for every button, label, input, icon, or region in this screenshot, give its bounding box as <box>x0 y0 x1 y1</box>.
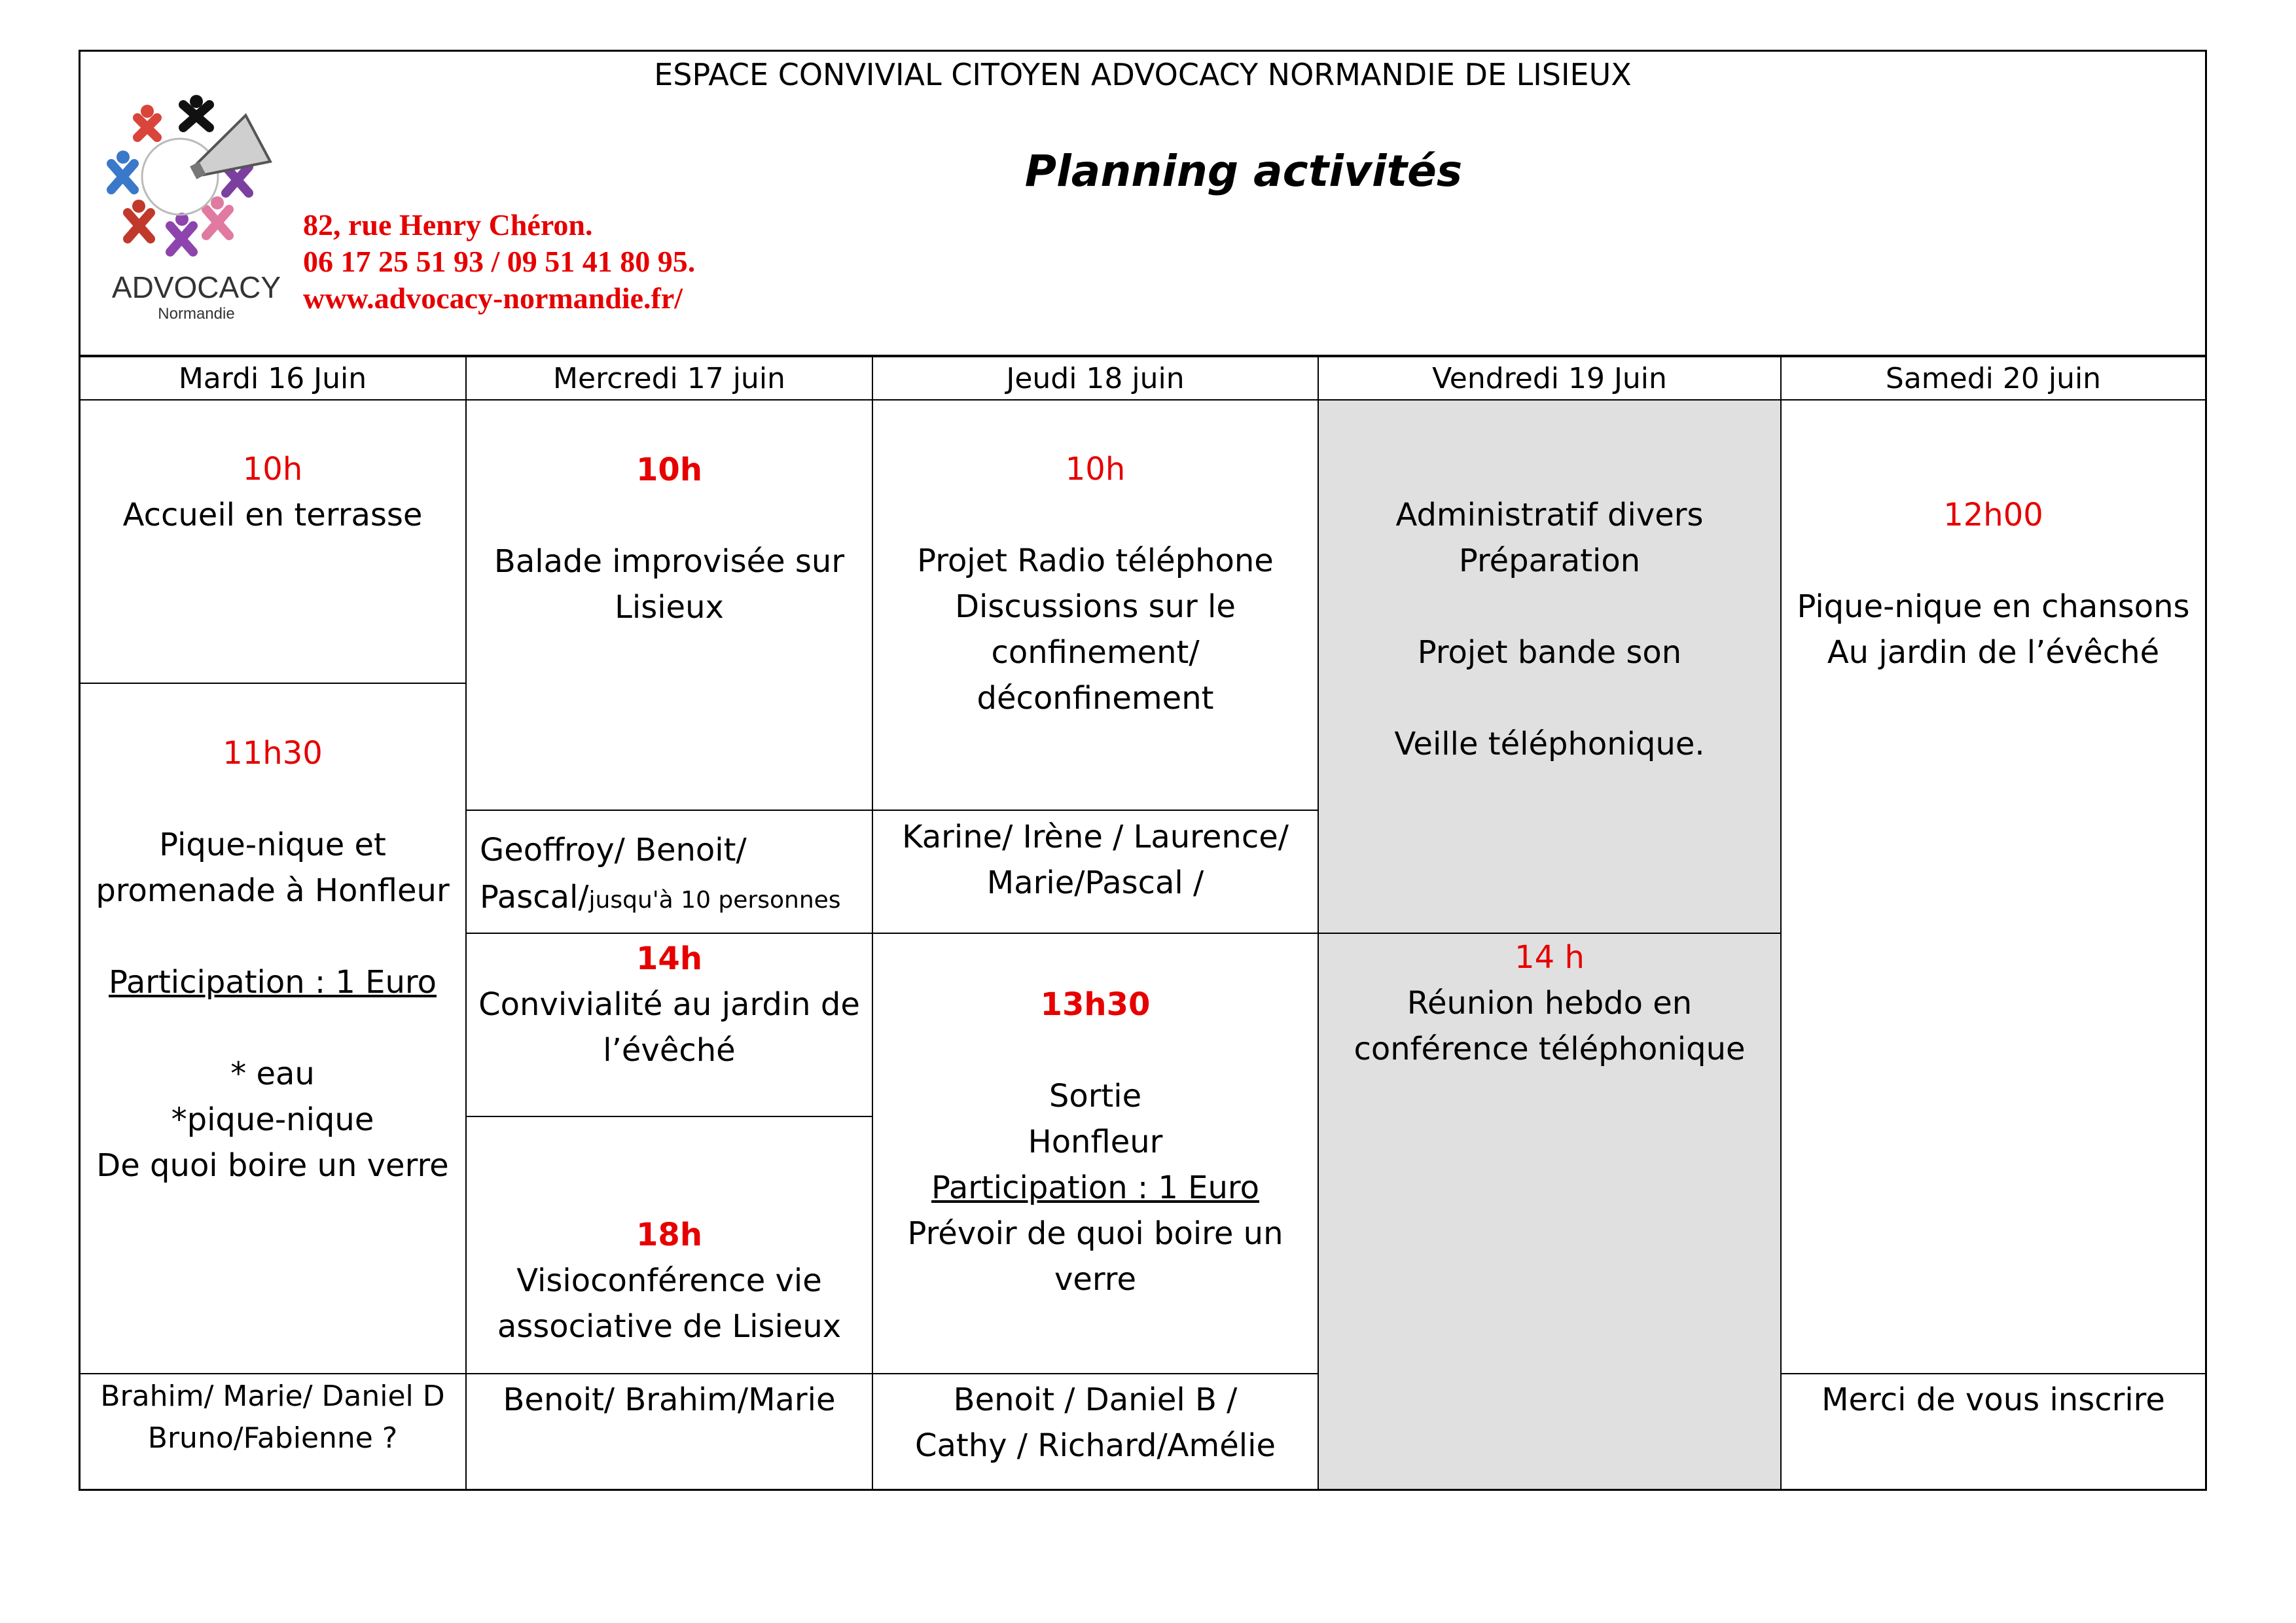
time-label: 10h <box>242 451 303 488</box>
samedi-slot-12h00 <box>1782 492 2205 675</box>
activity-text: verre <box>1054 1261 1137 1298</box>
bring-item: * eau <box>230 1056 315 1092</box>
time-label: 18h <box>636 1217 702 1253</box>
activity-text: déconfinement <box>977 680 1214 717</box>
mercredi-slot-18h <box>467 1212 872 1349</box>
time-label: 13h30 <box>1040 986 1151 1023</box>
day-header-samedi: Samedi 20 juin <box>1885 362 2102 395</box>
footer-row-divider-left <box>79 1373 1319 1374</box>
participation-text: Participation : 1 Euro <box>109 964 437 1001</box>
mercredi-team-2 <box>467 1377 872 1423</box>
logo-name: ADVOCACY <box>111 270 281 304</box>
time-label: 12h00 <box>1943 497 2043 533</box>
mercredi-team-1 <box>480 827 841 924</box>
day-header-vendredi: Vendredi 19 Juin <box>1432 362 1667 395</box>
time-label: 11h30 <box>223 735 323 772</box>
activity-text: Sortie <box>1049 1078 1142 1115</box>
people-megaphone-icon <box>98 92 295 268</box>
vendredi-slot-14h <box>1319 935 1780 1072</box>
participation-text: Participation : 1 Euro <box>931 1169 1259 1206</box>
address-text: 82, rue Henry Chéron. <box>303 208 593 241</box>
team-capacity-note: jusqu'à 10 personnes <box>588 887 841 914</box>
day-header-mardi: Mardi 16 Juin <box>178 362 367 395</box>
activity-text: Accueil en terrasse <box>122 497 423 533</box>
time-label: 10h <box>636 452 702 488</box>
team-names: Cathy / Richard/Amélie <box>914 1427 1276 1464</box>
border-bottom <box>79 1489 2207 1491</box>
border-right <box>2205 50 2207 1491</box>
team-names: Marie/Pascal / <box>986 865 1204 901</box>
activity-text: Balade improvisée sur <box>493 543 845 580</box>
activity-text: Préparation <box>1458 543 1641 579</box>
activity-text: Lisieux <box>615 589 724 626</box>
jeudi-team-1 <box>873 814 1318 906</box>
activity-text: associative de Lisieux <box>497 1308 842 1345</box>
page-title: Planning activités <box>1024 146 1463 196</box>
activity-text: Projet bande son <box>1417 634 1682 671</box>
org-title: ESPACE CONVIVIAL CITOYEN ADVOCACY NORMANDIE DE LISIEUX <box>654 57 1632 92</box>
team-names: Geoffroy/ Benoit/ <box>480 832 747 868</box>
day-header-mercredi: Mercredi 17 juin <box>553 362 785 395</box>
activity-text: promenade à Honfleur <box>96 872 450 909</box>
mardi-row-divider <box>79 683 467 684</box>
activity-text: Discussions sur le <box>955 588 1236 625</box>
activity-text: Visioconférence vie <box>516 1262 822 1299</box>
activity-text: Réunion hebdo en <box>1407 985 1693 1022</box>
samedi-footer <box>1782 1377 2205 1423</box>
mercredi-slot-10h <box>467 447 872 630</box>
jeudi-slot-10h <box>873 446 1318 721</box>
mercredi-row-divider <box>465 1116 873 1117</box>
website-link[interactable]: www.advocacy-normandie.fr/ <box>303 281 683 315</box>
registration-note: Merci de vous inscrire <box>1821 1382 2165 1418</box>
activity-text: Veille téléphonique. <box>1394 726 1705 762</box>
activity-text: Pique-nique et <box>159 827 386 863</box>
activity-text: Pique-nique en chansons <box>1797 588 2190 625</box>
time-label: 14 h <box>1515 939 1585 976</box>
footer-row-divider-right <box>1780 1373 2207 1374</box>
logo-region: Normandie <box>158 305 235 323</box>
team-names: Brahim/ Marie/ Daniel D <box>100 1380 445 1413</box>
bring-item: De quoi boire un verre <box>96 1147 449 1184</box>
team-names: Bruno/Fabienne ? <box>147 1421 398 1455</box>
mardi-team <box>80 1376 465 1459</box>
team-names: Benoit/ Brahim/Marie <box>503 1382 836 1418</box>
activity-text: Convivialité au jardin de <box>478 986 860 1023</box>
activity-text: conférence téléphonique <box>1354 1031 1746 1067</box>
team-names: Benoit / Daniel B / <box>953 1382 1238 1418</box>
jeudi-slot-13h30 <box>873 982 1318 1302</box>
activity-text: Administratif divers <box>1395 497 1704 533</box>
mardi-slot-10h <box>80 446 465 538</box>
activity-text: Prévoir de quoi boire un <box>907 1215 1283 1252</box>
activity-text: l’évêché <box>603 1032 736 1069</box>
time-label: 14h <box>636 940 702 977</box>
time-label: 10h <box>1065 451 1126 488</box>
activity-text: Projet Radio téléphone <box>917 543 1274 579</box>
activity-text: Au jardin de l’évêché <box>1827 634 2160 671</box>
jeudi-team-2 <box>873 1377 1318 1469</box>
mardi-slot-11h30 <box>80 730 465 1188</box>
team-names: Karine/ Irène / Laurence/ <box>902 819 1289 855</box>
activity-text: confinement/ <box>991 634 1200 671</box>
border-top <box>79 50 2207 52</box>
team-names: Pascal/ <box>480 879 589 916</box>
vendredi-slot-morning <box>1319 492 1780 767</box>
mercredi-jeudi-team-top <box>465 810 1319 811</box>
day-header-jeudi: Jeudi 18 juin <box>1006 362 1185 395</box>
mercredi-slot-14h <box>467 936 872 1073</box>
activity-text: Honfleur <box>1028 1124 1163 1160</box>
bring-item: *pique-nique <box>171 1101 374 1138</box>
mercredi-vendredi-team-bottom <box>465 933 1782 934</box>
phone-text: 06 17 25 51 93 / 09 51 41 80 95. <box>303 245 696 278</box>
